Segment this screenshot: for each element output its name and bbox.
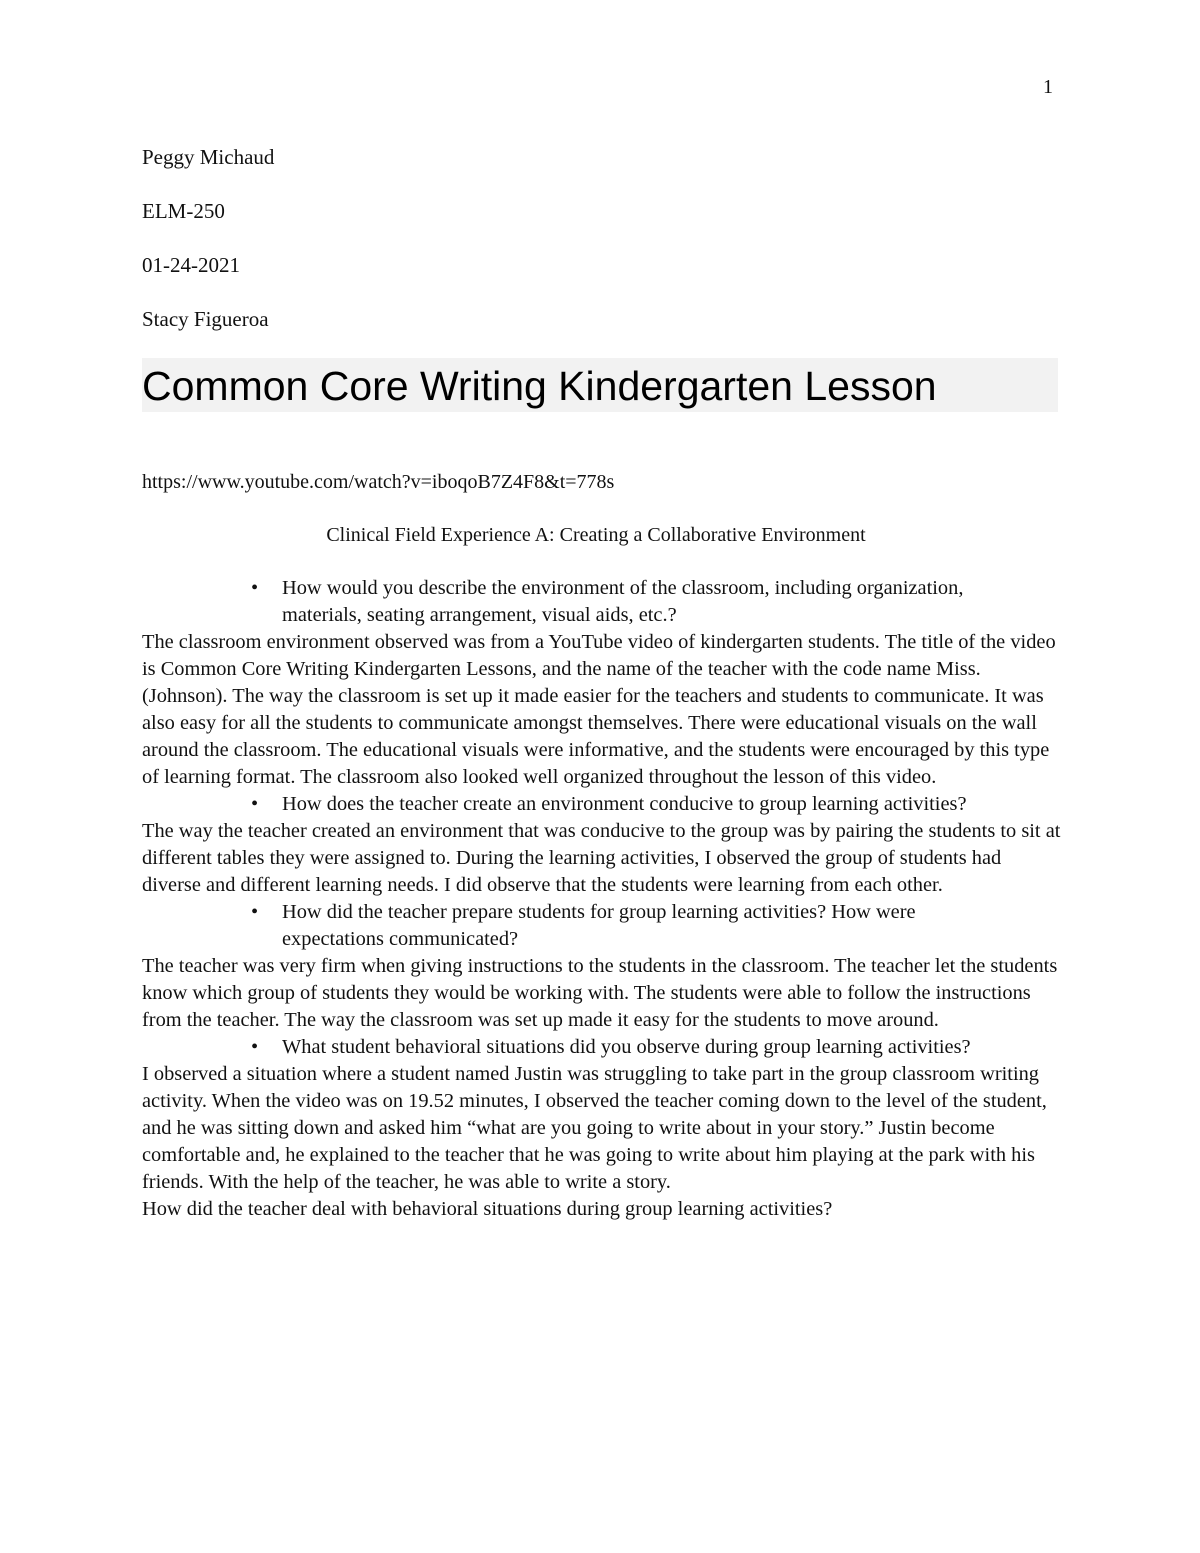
answer-paragraph: The classroom environment observed was from a YouTube video of kindergarten students. The title of the video is Common Core Writing Kindergarten Lessons, and the name of the teacher with the code name Miss. (Johnson). The way the classroom is set up it made easier for the teachers and students to communicate. It was also easy for all the students to communicate amongst themselves. There were educational visuals on the wall around the classroom. The educational visuals were informative, and the students were encouraged by this type of learning format. The classroom also looked well organized throughout the lesson of this video. [142, 631, 1056, 788]
final-question: How did the teacher deal with behavioral situations during group learning activities? [142, 1198, 833, 1220]
video-url[interactable]: https://www.youtube.com/watch?v=iboqoB7Z4F8&t=778s [142, 471, 615, 493]
document-body [142, 575, 1062, 1223]
author-name: Peggy Michaud [142, 145, 275, 169]
bullet-icon: • [251, 1036, 259, 1058]
question-text: How would you describe the environment of the classroom, including organization, materials, seating arrangement, visual aids, etc.? [282, 577, 964, 626]
assignment-subtitle: Clinical Field Experience A: Creating a Collaborative Environment [326, 524, 866, 546]
title-highlight [142, 358, 1058, 412]
bullet-icon: • [251, 793, 259, 815]
question-item [247, 1034, 1002, 1061]
question-item [247, 575, 1002, 629]
question-text: How did the teacher prepare students for group learning activities? How were expectations communicated? [282, 901, 916, 950]
question-item [247, 791, 1002, 818]
answer-paragraph: I observed a situation where a student named Justin was struggling to take part in the group classroom writing activity. When the video was on 19.52 minutes, I observed the teacher coming down to the level of the student, and he was sitting down and asked him “what are you going to write about in your story.” Justin become comfortable and, he explained to the teacher that he was going to write about him playing at the park with his friends. With the help of the teacher, he was able to write a story. [142, 1063, 1047, 1193]
question-text: What student behavioral situations did you observe during group learning activities? [282, 1036, 971, 1058]
bullet-icon: • [251, 901, 259, 923]
document-title: Common Core Writing Kindergarten Lesson [142, 363, 937, 409]
submission-date: 01-24-2021 [142, 253, 240, 277]
question-item [247, 899, 1002, 953]
page-number: 1 [1043, 76, 1053, 98]
answer-paragraph: The way the teacher created an environment that was conducive to the group was by pairing the students to sit at different tables they were assigned to. During the learning activities, I observed the group of students had diverse and different learning needs. I did observe that the students were learning from each other. [142, 820, 1061, 896]
bullet-icon: • [251, 577, 259, 599]
answer-paragraph: The teacher was very firm when giving instructions to the students in the classroom. The teacher let the students know which group of students they would be working with. The students were able to follow the instructions from the teacher. The way the classroom was set up made it easy for the students to move around. [142, 955, 1058, 1031]
instructor-name: Stacy Figueroa [142, 307, 269, 331]
question-text: How does the teacher create an environment conducive to group learning activities? [282, 793, 967, 815]
course-code: ELM-250 [142, 199, 225, 223]
